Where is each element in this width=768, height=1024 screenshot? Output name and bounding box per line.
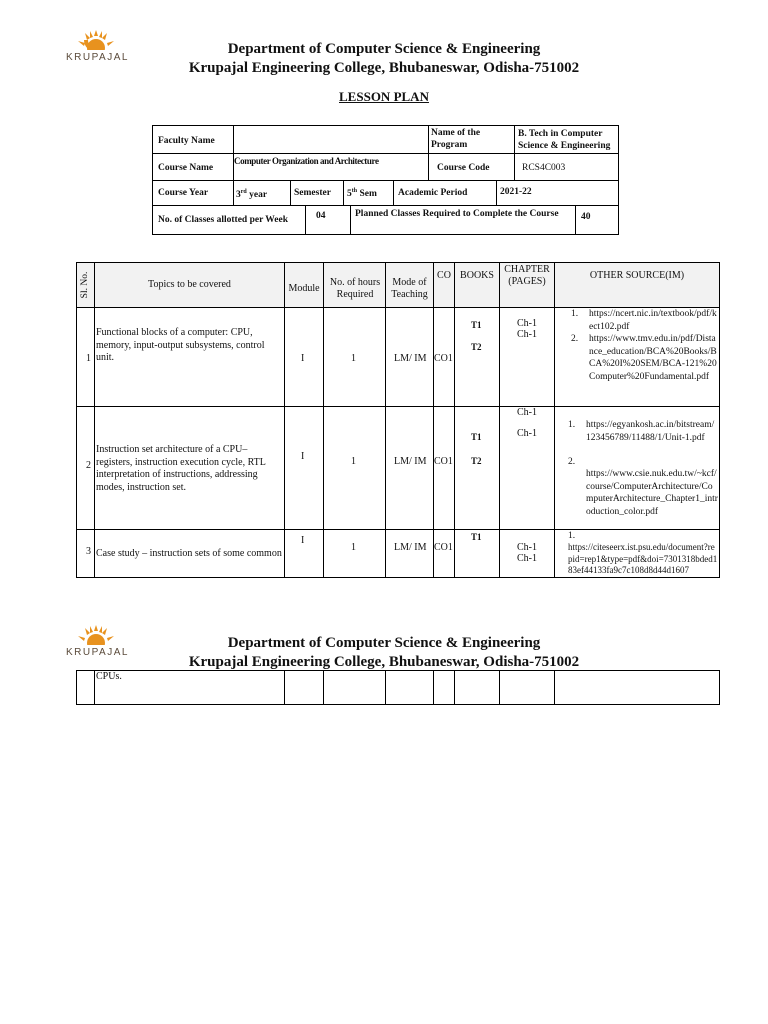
department-title-page2: Department of Computer Science & Engineering <box>227 635 541 651</box>
row1-mode: LM/ IM <box>394 353 427 364</box>
row2-chapter1: Ch-1 <box>517 407 537 418</box>
row2-book2: T2 <box>471 456 482 466</box>
course-year-label: Course Year <box>158 188 209 198</box>
header-other-source: OTHER SOURCE(IM) <box>589 270 685 281</box>
faculty-name-label: Faculty Name <box>158 136 215 146</box>
row3-co: CO1 <box>434 542 453 553</box>
row1-module: I <box>301 353 305 364</box>
lesson-plan-title: LESSON PLAN <box>339 89 429 104</box>
header-topics: Topics to be covered <box>148 279 231 290</box>
row1-topic: Functional blocks of a computer: CPU, memory, input-output subsystems, control unit. <box>96 327 265 363</box>
header-hours: No. of hours Required <box>329 277 381 300</box>
lesson-table-continued <box>76 670 720 705</box>
row2-topic: Instruction set architecture of a CPU–registers, instruction execution cycle, RTL interpretation of instructions, addressing modes, instruction set. <box>96 444 266 493</box>
row1-chapter1: Ch-1 <box>517 318 537 329</box>
row3-mode: LM/ IM <box>394 542 427 553</box>
college-title: Krupajal Engineering College, Bhubaneswar, Odisha-751002 <box>188 60 580 76</box>
row2-hours: 1 <box>351 456 356 467</box>
header-chapter: CHAPTER (PAGES) <box>504 264 550 287</box>
row3-book1: T1 <box>471 532 482 542</box>
row1-hours: 1 <box>351 353 356 364</box>
course-code-label: Course Code <box>437 163 490 173</box>
semester-label: Semester <box>294 188 331 198</box>
row3-module: I <box>301 535 305 546</box>
row2-co: CO1 <box>434 456 453 467</box>
row1-book2: T2 <box>471 342 482 352</box>
header-sl-no: Sl. No. <box>80 271 90 299</box>
row3-topic-continued: CPUs. <box>96 671 122 682</box>
row2-src1-link[interactable]: https://egyankosh.ac.in/bitstream/123456789/11488/1/Unit-1.pdf <box>586 420 715 443</box>
row2-module: I <box>301 451 305 462</box>
logo-text: KRUPAJAL <box>66 52 129 63</box>
header-books: BOOKS <box>460 270 494 281</box>
row3-chapter1: Ch-1 <box>517 542 537 553</box>
row2-src2-num: 2. <box>568 457 576 467</box>
course-year-value: 3rd year <box>236 189 268 201</box>
row3-topic: Case study – instruction sets of some common <box>96 548 282 559</box>
row3-hours: 1 <box>351 542 356 553</box>
academic-period-label: Academic Period <box>398 188 468 198</box>
department-title: Department of Computer Science & Engineering <box>227 41 541 57</box>
classes-per-week-label: No. of Classes allotted per Week <box>158 215 289 225</box>
row3-src1-num: 1. <box>568 531 576 541</box>
row1-sl: 1 <box>86 353 91 364</box>
logo-text: KRUPAJAL <box>66 647 129 658</box>
classes-per-week-value: 04 <box>316 211 326 221</box>
row2-src1-num: 1. <box>568 420 576 430</box>
row1-co: CO1 <box>434 353 453 364</box>
course-name-value: Computer Organization and Architecture <box>234 156 379 166</box>
planned-classes-label: Planned Classes Required to Complete the Course <box>355 209 559 219</box>
row2-chapter2: Ch-1 <box>517 428 537 439</box>
course-name-label: Course Name <box>158 163 214 173</box>
row1-src2-link[interactable]: https://www.tmv.edu.in/pdf/Distance_education/BCA%20Books/BCA%20I%20SEM/BCA-121%20Computer%20Fundamental.pdf <box>589 334 717 382</box>
row2-mode: LM/ IM <box>394 456 427 467</box>
row3-src1-link[interactable]: https://citeseerx.ist.psu.edu/document?repid=rep1&type=pdf&doi=7301318bded183ef44133fa9c7c108d8d44d1607 <box>568 542 718 575</box>
row3-chapter2: Ch-1 <box>517 553 537 564</box>
row3-sl: 3 <box>86 546 91 557</box>
program-value: B. Tech in Computer Science & Engineering <box>518 129 611 151</box>
header-mode: Mode of Teaching <box>391 277 428 300</box>
row2-sl: 2 <box>86 460 91 471</box>
row1-book1: T1 <box>471 320 482 330</box>
college-title-page2: Krupajal Engineering College, Bhubaneswar, Odisha-751002 <box>188 654 580 670</box>
program-label: Name of the Program <box>431 128 481 150</box>
planned-classes-value: 40 <box>581 212 591 222</box>
row1-src1-link[interactable]: https://ncert.nic.in/textbook/pdf/kect102.pdf <box>589 309 717 332</box>
row1-src2-num: 2. <box>571 334 579 344</box>
row1-src1-num: 1. <box>571 309 579 319</box>
semester-value: 5th Sem <box>347 188 377 200</box>
header-co: CO <box>437 270 451 281</box>
header-module: Module <box>288 283 320 294</box>
row2-book1: T1 <box>471 432 482 442</box>
row2-src2-link[interactable]: https://www.csie.nuk.edu.tw/~kcf/course/ComputerArchitecture/ComputerArchitecture_Chapter1_introduction_color.pdf <box>586 469 718 517</box>
academic-period-value: 2021-22 <box>500 187 532 197</box>
course-code-value: RCS4C003 <box>522 163 566 173</box>
row1-chapter2: Ch-1 <box>517 329 537 340</box>
